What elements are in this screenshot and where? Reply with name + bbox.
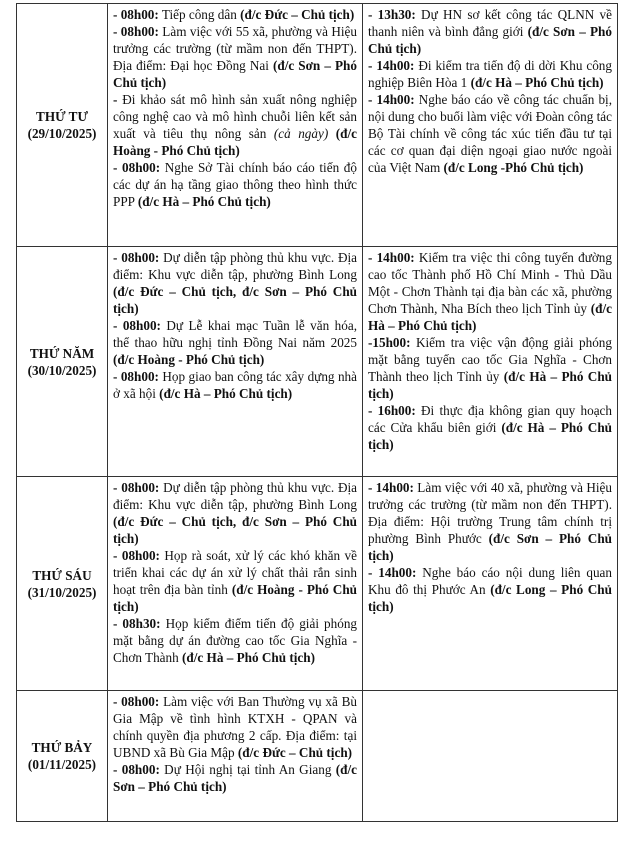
schedule-entry <box>368 91 612 176</box>
entry-time: - 08h00: <box>113 250 160 265</box>
afternoon-cell <box>363 247 618 477</box>
entry-assignee: (đ/c Long -Phó Chủ tịch) <box>443 160 584 175</box>
afternoon-cell <box>363 477 618 691</box>
entry-assignee: (đ/c Hà – Phó Chủ tịch) <box>368 420 612 452</box>
entry-text: Họp giao ban công tác xây dựng nhà ở xã hội <box>113 369 357 401</box>
entry-assignee: (đ/c Long – Phó Chủ tịch) <box>368 582 612 614</box>
day-name: THỨ TƯ <box>36 109 88 124</box>
afternoon-cell <box>363 691 618 822</box>
schedule-entry <box>113 23 357 91</box>
entry-assignee: (đ/c Hoàng - Phó Chủ tịch) <box>113 126 358 158</box>
entry-time: - 16h00: <box>368 403 416 418</box>
entry-time: - 13h30: <box>368 7 416 22</box>
day-cell <box>17 477 108 691</box>
entry-time: - 08h00: <box>113 762 160 777</box>
entry-text: Dự HN sơ kết công tác QLNN về thanh niên và bình đẳng giới <box>368 7 613 39</box>
entry-assignee: (đ/c Hà – Phó Chủ tịch) <box>182 650 315 665</box>
schedule-entry <box>368 334 612 402</box>
entry-assignee: (đ/c Hà – Phó Chủ tịch) <box>368 301 612 333</box>
day-cell <box>17 4 108 247</box>
entry-assignee: (đ/c Đức – Chủ tịch, đ/c Sơn – Phó Chủ tịch) <box>113 284 357 316</box>
entry-assignee: (đ/c Đức – Chủ tịch, đ/c Sơn – Phó Chủ tịch) <box>113 514 357 546</box>
schedule-entry <box>368 57 612 91</box>
schedule-table <box>16 3 618 822</box>
schedule-entry <box>113 368 357 402</box>
day-name: THỨ BẢY <box>31 740 93 755</box>
entry-text: Đi kiểm tra tiến độ di dời Khu công nghiệp Biên Hòa 1 <box>368 58 612 90</box>
entry-text: Tiếp công dân <box>158 7 241 22</box>
entry-assignee: (đ/c Đức – Chủ tịch) <box>240 7 355 22</box>
entry-time: -15h00: <box>368 335 411 350</box>
entry-time: - 08h00: <box>113 160 161 175</box>
schedule-entry <box>113 761 357 795</box>
entry-text: Đi thực địa không gian quy hoạch các Cửa khẩu biên giới <box>368 403 612 435</box>
schedule-row-wednesday <box>17 4 618 247</box>
entry-text: Đi khảo sát mô hình sản xuất nông nghiệp công nghệ cao và mô hình chuỗi liên kết sản xuất và tiêu thụ nông sản <box>113 92 357 141</box>
schedule-entry <box>113 91 357 159</box>
entry-text: Họp rà soát, xử lý các khó khăn về triển khai các dự án xử lý chất thải rắn sinh hoạt trên địa bàn tỉnh <box>113 548 357 597</box>
schedule-row-thursday <box>17 247 618 477</box>
entry-time: - 08h00: <box>113 318 161 333</box>
entry-assignee: (đ/c Hà – Phó Chủ tịch) <box>470 75 604 90</box>
entry-time: - <box>113 92 118 107</box>
schedule-entry <box>113 615 357 666</box>
day-date: (31/10/2025) <box>27 584 97 600</box>
entry-assignee: (đ/c Hà – Phó Chủ tịch) <box>159 386 293 401</box>
entry-text: Làm việc với Ban Thường vụ xã Bù Gia Mập về tình hình KTXH - QPAN và chính quyền địa phương 2 cấp. Địa điểm: tại UBND xã Bù Gia Mập <box>113 694 357 760</box>
entry-note: (cả ngày) <box>273 126 329 141</box>
entry-time: - 14h00: <box>368 480 414 495</box>
morning-cell <box>108 247 363 477</box>
schedule-entry <box>113 693 357 761</box>
entry-text: Nghe báo cáo về công tác chuẩn bị, nội dung cho buổi làm việc với Đoàn công tác Bộ Tài chính về công tác xúc tiến đầu tư tại các cơ quan đại diện ngoại giao nước ngoài của Việt Nam <box>368 92 612 175</box>
schedule-entry <box>368 479 612 564</box>
day-name: THỨ NĂM <box>29 345 95 361</box>
entry-text: Làm việc với 40 xã, phường và Hiệu trưởng các trường (từ mầm non đến THPT). Địa điểm: Hội trường Trung tâm chính trị phường Bình Phước <box>368 480 612 546</box>
day-name: THỨ SÁU <box>32 567 92 583</box>
entry-time: - 08h30: <box>113 616 161 631</box>
schedule-row-friday <box>17 477 618 691</box>
entry-assignee: (đ/c Sơn – Phó Chủ tịch) <box>368 24 612 56</box>
entry-assignee: (đ/c Đức – Chủ tịch) <box>237 745 353 760</box>
morning-cell <box>108 4 363 247</box>
entry-time: - 08h00: <box>113 694 160 709</box>
entry-text: Dự Lễ khai mạc Tuần lễ văn hóa, thể thao hữu nghị tỉnh Đồng Nai năm 2025 <box>113 318 357 350</box>
entry-text: Họp kiểm điểm tiến độ giải phóng mặt bằng dự án đường cao tốc Gia Nghĩa - Chơn Thành <box>113 616 358 665</box>
entry-assignee: (đ/c Hoàng - Phó Chủ tịch) <box>113 352 265 367</box>
entry-text: Dự Hội nghị tại tỉnh An Giang <box>159 762 336 777</box>
schedule-entry <box>368 249 612 334</box>
schedule-entry <box>113 159 357 210</box>
entry-assignee: (đ/c Hoàng - Phó Chủ tịch) <box>113 582 357 614</box>
entry-time: - 08h00: <box>113 548 160 563</box>
day-date: (30/10/2025) <box>27 362 97 378</box>
schedule-entry <box>368 564 612 615</box>
entry-time: - 08h00: <box>113 369 159 384</box>
entry-text: Nghe báo cáo nội dung liên quan Khu đô thị Phước An <box>368 565 612 597</box>
entry-time: - 08h00: <box>113 7 159 22</box>
schedule-entry <box>113 317 357 368</box>
entry-text: Dự diễn tập phòng thủ khu vực. Địa điểm: Khu vực diễn tập, phường Bình Long <box>113 250 357 282</box>
schedule-entry <box>113 479 357 547</box>
schedule-entry <box>113 547 357 615</box>
entry-time: - 14h00: <box>368 92 415 107</box>
day-date: (01/11/2025) <box>27 757 97 772</box>
day-date: (29/10/2025) <box>27 126 97 141</box>
afternoon-cell <box>363 4 618 247</box>
schedule-entry <box>368 6 612 57</box>
entry-time: - 14h00: <box>368 565 417 580</box>
day-cell <box>17 247 108 477</box>
entry-assignee: (đ/c Hà – Phó Chủ tịch) <box>137 194 271 209</box>
morning-cell <box>108 691 363 822</box>
entry-assignee: (đ/c Sơn – Phó Chủ tịch) <box>113 58 357 90</box>
entry-text: Dự diễn tập phòng thủ khu vực. Địa điểm: Khu vực diễn tập, phường Bình Long <box>113 480 357 512</box>
entry-text: Kiểm tra việc thi công tuyến đường cao tốc Thành phố Hồ Chí Minh - Thủ Dầu Một - Chơn Thành tại địa bàn các xã, phường Chơn Thành, Nha Bích theo lịch Tỉnh ủy <box>368 250 612 316</box>
entry-assignee: (đ/c Sơn – Phó Chủ tịch) <box>113 762 357 794</box>
schedule-entry <box>368 402 612 453</box>
morning-cell <box>108 477 363 691</box>
entry-time: - 08h00: <box>113 24 159 39</box>
schedule-entry <box>113 6 357 23</box>
entry-time: - 14h00: <box>368 250 415 265</box>
day-cell <box>17 691 108 822</box>
entry-time: - 08h00: <box>113 480 160 495</box>
schedule-entry <box>113 249 357 317</box>
entry-text: Kiểm tra việc vận động giải phóng mặt bằng tuyến cao tốc Gia Nghĩa - Chơn Thành theo lịch Tỉnh ủy <box>368 335 612 384</box>
entry-assignee: (đ/c Hà – Phó Chủ tịch) <box>368 369 612 401</box>
entry-assignee: (đ/c Sơn – Phó Chủ tịch) <box>368 531 613 563</box>
entry-time: - 14h00: <box>368 58 415 73</box>
entry-text: Nghe Sở Tài chính báo cáo tiến độ các dự án hạ tầng giao thông theo hình thức PPP <box>113 160 357 209</box>
entry-text: Làm việc với 55 xã, phường và Hiệu trưởng các trường (từ mầm non đến THPT). Địa điểm: Đại học Đồng Nai <box>113 24 357 73</box>
schedule-row-saturday <box>17 691 618 822</box>
